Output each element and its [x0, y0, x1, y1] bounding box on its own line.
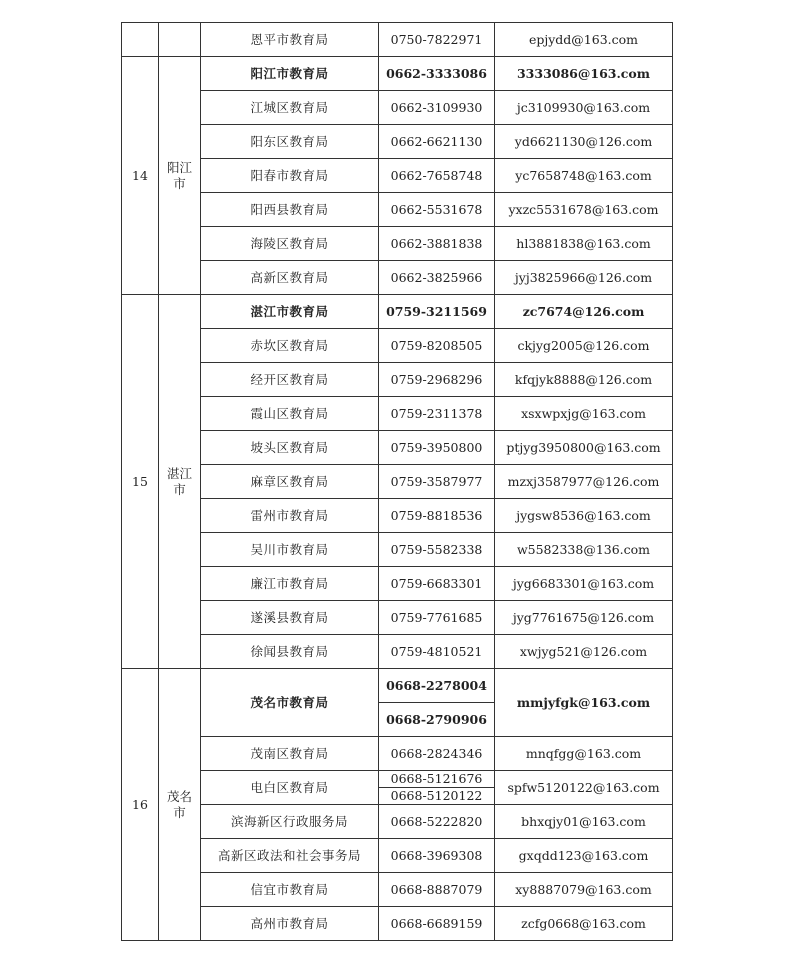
email-cell: bhxqjy01@163.com: [495, 805, 673, 839]
bureau-cell: 经开区教育局: [201, 363, 379, 397]
email-cell: xsxwpxjg@163.com: [495, 397, 673, 431]
phone-cell: 0759-8208505: [379, 329, 495, 363]
email-cell: jyg7761675@126.com: [495, 601, 673, 635]
email-cell: yc7658748@163.com: [495, 159, 673, 193]
phone-cell: 0668-8887079: [379, 873, 495, 907]
email-cell: jyj3825966@126.com: [495, 261, 673, 295]
email-cell: ckjyg2005@126.com: [495, 329, 673, 363]
email-cell: jygsw8536@163.com: [495, 499, 673, 533]
table-row: [122, 57, 673, 91]
city-name-line: 阳江: [166, 159, 192, 175]
city-name-line: 湛江: [166, 465, 192, 481]
phone-cell: 0759-4810521: [379, 635, 495, 669]
bureau-cell: 赤坎区教育局: [201, 329, 379, 363]
bureau-cell: 遂溪县教育局: [201, 601, 379, 635]
bureau-cell: 茂名市教育局: [201, 669, 379, 737]
phone-cell: 0668-2278004: [379, 669, 495, 703]
city-name: [159, 295, 201, 669]
email-cell: mnqfgg@163.com: [495, 737, 673, 771]
city-name-line: 市: [173, 804, 186, 820]
city-cell: [159, 23, 201, 57]
phone-cell: 0662-6621130: [379, 125, 495, 159]
table-row: [122, 193, 673, 227]
phone-cell: 0668-2790906: [379, 703, 495, 737]
bureau-cell: 阳东区教育局: [201, 125, 379, 159]
contact-table: [121, 22, 673, 941]
phone-cell: 0668-2824346: [379, 737, 495, 771]
phone-cell: 0668-5222820: [379, 805, 495, 839]
phone-cell: 0759-6683301: [379, 567, 495, 601]
table-row: [122, 533, 673, 567]
email-cell: ptjyg3950800@163.com: [495, 431, 673, 465]
email-cell: kfqjyk8888@126.com: [495, 363, 673, 397]
table-row: [122, 669, 673, 703]
group-number: 16: [122, 669, 159, 941]
table-row: [122, 771, 673, 788]
bureau-cell: 阳西县教育局: [201, 193, 379, 227]
bureau-cell: 徐闻县教育局: [201, 635, 379, 669]
bureau-cell: 海陵区教育局: [201, 227, 379, 261]
table-row: [122, 363, 673, 397]
bureau-cell: 吴川市教育局: [201, 533, 379, 567]
table-row: [122, 907, 673, 941]
email-cell: yxzc5531678@163.com: [495, 193, 673, 227]
email-cell: epjydd@163.com: [495, 23, 673, 57]
phone-cell: 0662-3825966: [379, 261, 495, 295]
city-name-line: 市: [173, 481, 186, 497]
table-row: [122, 465, 673, 499]
phone-cell: 0759-3211569: [379, 295, 495, 329]
table-row: [122, 839, 673, 873]
table-row: [122, 873, 673, 907]
bureau-cell: 高新区教育局: [201, 261, 379, 295]
table-row: [122, 227, 673, 261]
phone-cell: 0662-3333086: [379, 57, 495, 91]
group-number: 14: [122, 57, 159, 295]
phone-cell: 0759-2311378: [379, 397, 495, 431]
table-row: [122, 601, 673, 635]
city-name: [159, 57, 201, 295]
phone-cell: 0668-6689159: [379, 907, 495, 941]
email-cell: mzxj3587977@126.com: [495, 465, 673, 499]
bureau-cell: 雷州市教育局: [201, 499, 379, 533]
phone-cell: 0759-3587977: [379, 465, 495, 499]
bureau-cell: 阳江市教育局: [201, 57, 379, 91]
bureau-cell: 电白区教育局: [201, 771, 379, 805]
email-cell: spfw5120122@163.com: [495, 771, 673, 805]
no-cell: [122, 23, 159, 57]
phone-cell: 0759-2968296: [379, 363, 495, 397]
bureau-cell: 廉江市教育局: [201, 567, 379, 601]
phone-cell: 0759-7761685: [379, 601, 495, 635]
phone-cell: 0662-3881838: [379, 227, 495, 261]
email-cell: hl3881838@163.com: [495, 227, 673, 261]
email-cell: xy8887079@163.com: [495, 873, 673, 907]
bureau-cell: 阳春市教育局: [201, 159, 379, 193]
table-row: [122, 805, 673, 839]
email-cell: zcfg0668@163.com: [495, 907, 673, 941]
bureau-cell: 茂南区教育局: [201, 737, 379, 771]
bureau-cell: 江城区教育局: [201, 91, 379, 125]
bureau-cell: 霞山区教育局: [201, 397, 379, 431]
table-row: [122, 23, 673, 57]
phone-cell: 0668-5121676: [379, 771, 495, 788]
table-row: [122, 567, 673, 601]
city-name-line: 茂名: [166, 788, 192, 804]
email-cell: zc7674@126.com: [495, 295, 673, 329]
bureau-cell: 麻章区教育局: [201, 465, 379, 499]
table-row: [122, 91, 673, 125]
table-row: [122, 295, 673, 329]
table-row: [122, 125, 673, 159]
email-cell: yd6621130@126.com: [495, 125, 673, 159]
city-name: [159, 669, 201, 941]
email-cell: jyg6683301@163.com: [495, 567, 673, 601]
table-row: [122, 261, 673, 295]
bureau-cell: 恩平市教育局: [201, 23, 379, 57]
email-cell: w5582338@136.com: [495, 533, 673, 567]
table-row: [122, 499, 673, 533]
table-row: [122, 431, 673, 465]
phone-cell: 0759-3950800: [379, 431, 495, 465]
table-row: [122, 397, 673, 431]
phone-cell: 0662-5531678: [379, 193, 495, 227]
table-row: [122, 329, 673, 363]
email-cell: xwjyg521@126.com: [495, 635, 673, 669]
bureau-cell: 高州市教育局: [201, 907, 379, 941]
phone-cell: 0662-7658748: [379, 159, 495, 193]
phone-cell: 0668-5120122: [379, 788, 495, 805]
phone-cell: 0759-8818536: [379, 499, 495, 533]
table-row: [122, 159, 673, 193]
bureau-cell: 滨海新区行政服务局: [201, 805, 379, 839]
phone-cell: 0759-5582338: [379, 533, 495, 567]
email-cell: jc3109930@163.com: [495, 91, 673, 125]
group-number: 15: [122, 295, 159, 669]
city-name-line: 市: [173, 175, 186, 191]
phone-cell: 0750-7822971: [379, 23, 495, 57]
phone-cell: 0668-3969308: [379, 839, 495, 873]
bureau-cell: 湛江市教育局: [201, 295, 379, 329]
email-cell: gxqdd123@163.com: [495, 839, 673, 873]
email-cell: mmjyfgk@163.com: [495, 669, 673, 737]
bureau-cell: 信宜市教育局: [201, 873, 379, 907]
phone-cell: 0662-3109930: [379, 91, 495, 125]
table-row: [122, 635, 673, 669]
bureau-cell: 高新区政法和社会事务局: [201, 839, 379, 873]
bureau-cell: 坡头区教育局: [201, 431, 379, 465]
email-cell: 3333086@163.com: [495, 57, 673, 91]
table-row: [122, 737, 673, 771]
